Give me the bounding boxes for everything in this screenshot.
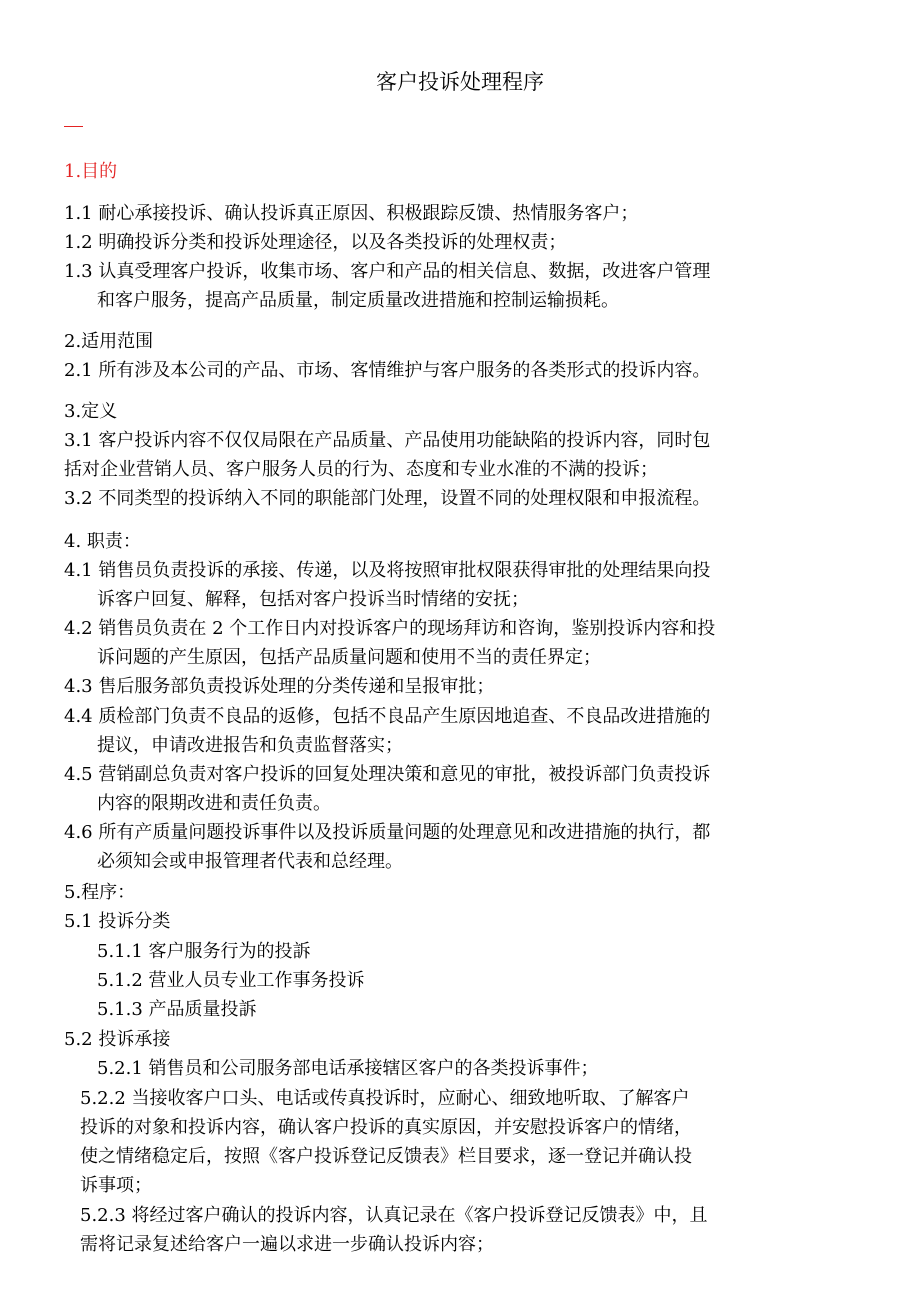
paragraph-5-2-2-line4: 诉事项； <box>80 1175 152 1196</box>
red-dash-mark <box>64 126 83 127</box>
paragraph-5-1-3: 5.1.3 产品质量投訴 <box>97 999 257 1020</box>
paragraph-3-1-line1: 3.1 客户投诉内容不仅仅局限在产品质量、产品使用功能缺陷的投诉内容，同时包 <box>64 430 711 451</box>
section-heading-purpose: 1.目的 <box>64 161 118 182</box>
paragraph-4-5-line2: 内容的限期改进和责任负责。 <box>97 793 331 814</box>
paragraph-4-4-line2: 提议，申请改进报告和负责监督落实； <box>97 735 403 756</box>
paragraph-3-2: 3.2 不同类型的投诉纳入不同的职能部门处理，设置不同的处理权限和申报流程。 <box>64 488 711 509</box>
document-title: 客户投诉处理程序 <box>376 70 544 94</box>
section-heading-scope: 2.适用范围 <box>64 331 154 352</box>
paragraph-4-1-line1: 4.1 销售员负责投诉的承接、传递，以及将按照审批权限获得审批的处理结果向投 <box>64 560 711 581</box>
paragraph-4-5-line1: 4.5 营销副总负责对客户投诉的回复处理决策和意见的审批，被投诉部门负责投诉 <box>64 764 711 785</box>
paragraph-4-2-line2: 诉问题的产生原因，包括产品质量问题和使用不当的责任界定； <box>97 647 601 668</box>
paragraph-1-3-line2: 和客户服务，提高产品质量，制定质量改进措施和控制运输损耗。 <box>97 290 619 311</box>
paragraph-4-3: 4.3 售后服务部负责投诉处理的分类传递和呈报审批； <box>64 676 495 697</box>
paragraph-5-1-1: 5.1.1 客户服务行为的投訴 <box>97 941 311 962</box>
paragraph-1-1: 1.1 耐心承接投诉、确认投诉真正原因、积极跟踪反馈、热情服务客户； <box>64 203 639 224</box>
section-heading-definition: 3.定义 <box>64 401 118 422</box>
paragraph-4-6-line2: 必须知会或申报管理者代表和总经理。 <box>97 851 403 872</box>
paragraph-3-1-line2: 括对企业营销人员、客户服务人员的行为、态度和专业水准的不满的投诉； <box>64 459 658 480</box>
paragraph-4-1-line2: 诉客户回复、解释，包括对客户投诉当时情绪的安抚； <box>97 589 529 610</box>
paragraph-5-1-2: 5.1.2 营业人员专业工作事务投诉 <box>97 970 365 991</box>
paragraph-2-1: 2.1 所有涉及本公司的产品、市场、客情维护与客户服务的各类形式的投诉内容。 <box>64 360 711 381</box>
paragraph-5-2-3-line2: 需将记录复述给客户一遍以求进一步确认投诉内容； <box>80 1234 494 1255</box>
paragraph-5-2-2-line2: 投诉的对象和投诉内容，确认客户投诉的真实原因，并安慰投诉客户的情绪， <box>80 1117 692 1138</box>
paragraph-5-2: 5.2 投诉承接 <box>64 1029 171 1050</box>
paragraph-1-2: 1.2 明确投诉分类和投诉处理途径，以及各类投诉的处理权责； <box>64 232 567 253</box>
paragraph-5-2-1: 5.2.1 销售员和公司服务部电话承接辖区客户的各类投诉事件； <box>97 1058 599 1079</box>
paragraph-5-2-2-line1: 5.2.2 当接收客户口头、电话或传真投诉时，应耐心、细致地听取、了解客户 <box>80 1088 690 1109</box>
section-heading-responsibilities: 4. 职责： <box>64 531 141 552</box>
paragraph-4-6-line1: 4.6 所有产质量问题投诉事件以及投诉质量问题的处理意见和改进措施的执行，都 <box>64 822 711 843</box>
paragraph-4-4-line1: 4.4 质检部门负责不良品的返修，包括不良品产生原因地追查、不良品改进措施的 <box>64 706 711 727</box>
paragraph-5-1: 5.1 投诉分类 <box>64 911 171 932</box>
paragraph-1-3-line1: 1.3 认真受理客户投诉，收集市场、客户和产品的相关信息、数据，改进客户管理 <box>64 261 711 282</box>
paragraph-4-2-line1: 4.2 销售员负责在 2 个工作日内对投诉客户的现场拜访和咨询，鉴别投诉内容和投 <box>64 618 716 639</box>
paragraph-5-2-3-line1: 5.2.3 将经过客户确认的投诉内容，认真记录在《客户投诉登记反馈表》中，且 <box>80 1205 708 1226</box>
paragraph-5-2-2-line3: 使之情绪稳定后，按照《客户投诉登记反馈表》栏目要求，逐一登记并确认投 <box>80 1146 692 1167</box>
section-heading-procedure: 5.程序： <box>64 882 136 903</box>
